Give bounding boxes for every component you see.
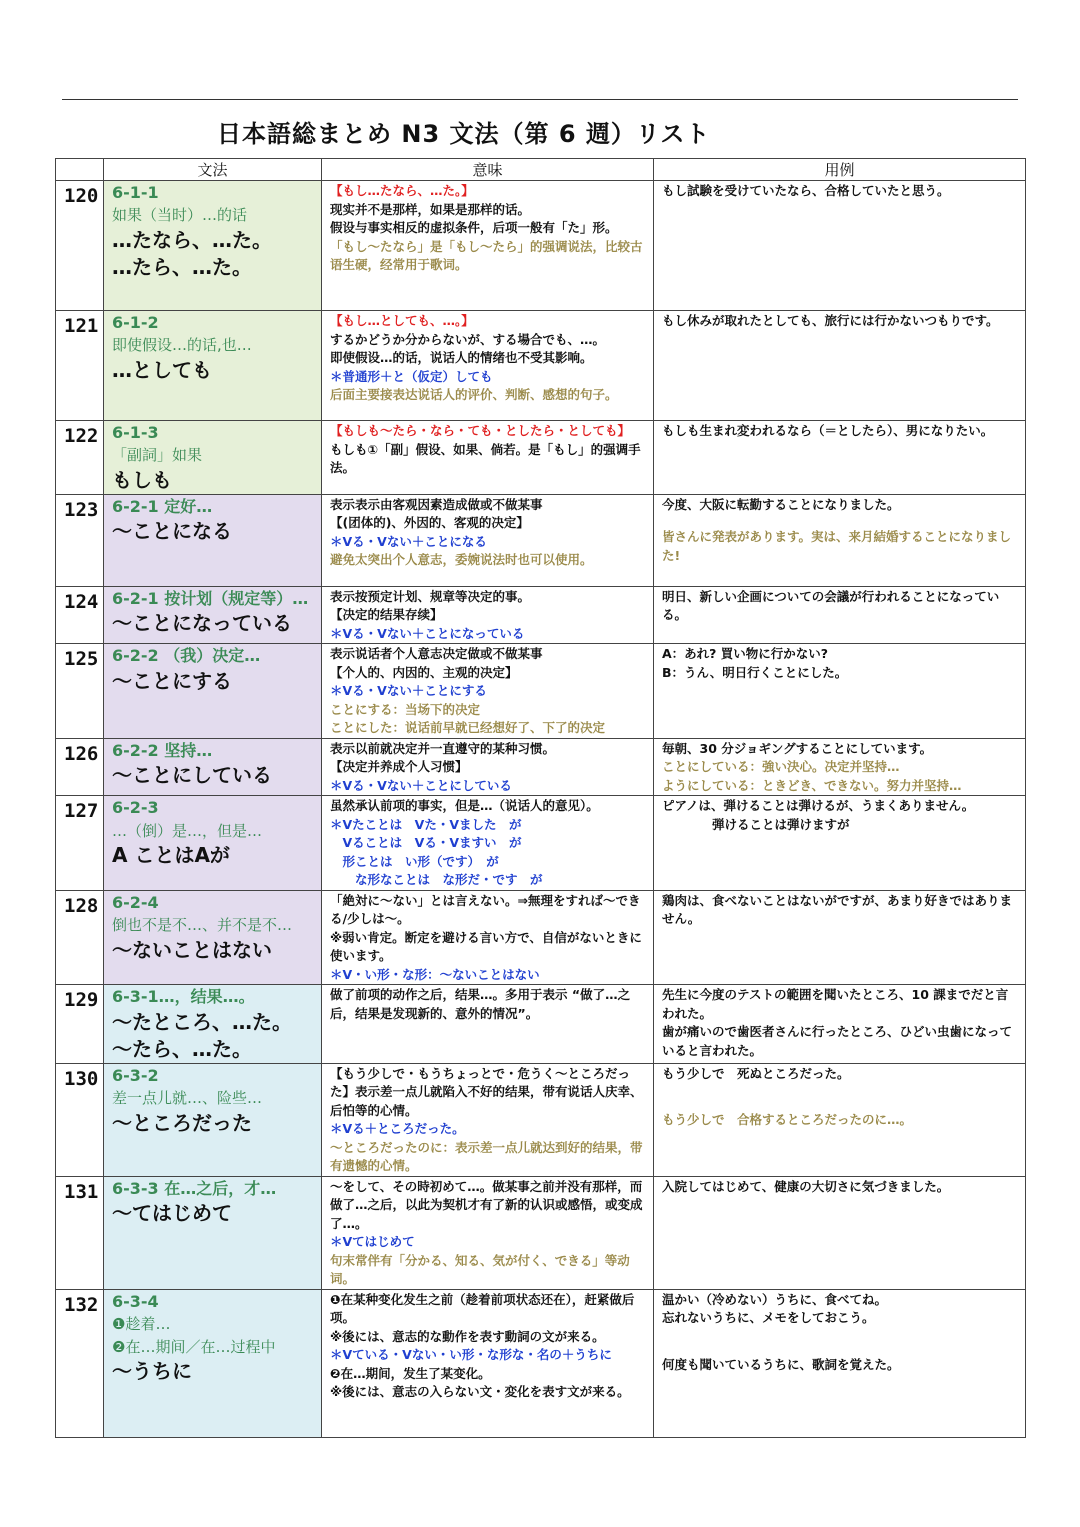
grammar-pattern: 〜ところだった [112, 1110, 252, 1135]
example-line: 明日、新しい企画についての会議が行われることになっている。 [662, 588, 1000, 623]
grammar-pattern: 〜ことになる [112, 519, 232, 544]
meaning-line: ※後には、意志の入らない文・変化を表す文が来る。 [330, 1384, 630, 1400]
meaning-line: 「もし〜たなら」是「もし〜たら」的强调说法，比较古语生硬，经常用于歌词。 [330, 238, 643, 272]
grammar-code: 6-2-4 [112, 892, 159, 912]
meaning-cell [322, 311, 654, 421]
grammar-code: 6-2-1 按计划（规定等）… [112, 588, 309, 608]
grammar-code: 6-2-1 定好… [112, 496, 213, 516]
example-cell [654, 586, 1026, 644]
grammar-pattern: A ことはAが [112, 843, 230, 868]
meaning-cell [322, 644, 654, 739]
meaning-cell [322, 586, 654, 644]
example-line: A：あれ? 買い物に行かない? [662, 646, 829, 662]
meaning-line: ※弱い肯定。断定を避ける言い方で、自信がないときに使います。 [330, 929, 642, 964]
table-row [56, 586, 1026, 644]
example-cell [654, 796, 1026, 891]
grammar-code: 6-3-4 [112, 1291, 159, 1311]
grammar-pattern: もしも [112, 467, 172, 492]
grammar-table [55, 158, 1026, 1438]
table-row [56, 644, 1026, 739]
row-number: 129 [56, 985, 104, 1063]
meaning-line: 【もしも〜たら・なら・ても・としたら・としても】 [330, 423, 631, 438]
grammar-cell [104, 644, 322, 739]
grammar-code: 6-1-1 [112, 183, 159, 202]
grammar-pattern: 〜ことにする [112, 668, 232, 693]
meaning-line: 【决定并养成个人习惯】 [330, 759, 468, 775]
grammar-pattern: …たら、…た。 [112, 254, 252, 279]
table-row [56, 796, 1026, 891]
meaning-line: 表示按预定计划、规章等决定的事。 [330, 588, 531, 604]
grammar-cell [104, 181, 322, 311]
meaning-line: Vることは Vる・Vますい が [330, 835, 522, 851]
example-line: 鶏肉は、食べないことはないがですが、あまり好きではありません。 [662, 892, 1013, 927]
meaning-line: 后面主要接表达说话人的评价、判断、感想的句子。 [330, 387, 618, 402]
meaning-line: 虽然承认前项的事实，但是…（说话人的意见）。 [330, 798, 599, 814]
grammar-code: 6-3-1…，结果…。 [112, 987, 255, 1007]
top-rule [62, 99, 1018, 100]
example-line: もしも生まれ変われるなら（＝としたら）、男になりたい。 [662, 423, 994, 438]
grammar-cell [104, 586, 322, 644]
row-number: 120 [56, 181, 104, 311]
meaning-line: 现实并不是那样，如果是那样的话。 [330, 201, 531, 217]
meaning-line: 【もう少しで・もうちょっとで・危うく〜ところだった】表示差一点儿就陷入不好的结果，带有说话人庆幸、后怕等的心情。 [330, 1065, 643, 1118]
grammar-code: 6-1-2 [112, 313, 159, 332]
meaning-line: 【もし…たなら、…た。】 [330, 183, 474, 198]
grammar-pattern: 〜ことになっている [112, 611, 292, 636]
row-number: 126 [56, 738, 104, 796]
example-line: 先生に今度のテストの範囲を聞いたところ、10 課までだと言われた。 [662, 987, 1009, 1021]
meaning-line: 表示说话者个人意志决定做或不做某事 [330, 646, 543, 662]
grammar-pattern: 〜てはじめて [112, 1201, 232, 1226]
example-cell [654, 494, 1026, 586]
meaning-line: 【もし…としても、…。】 [330, 313, 474, 328]
meaning-line: 〜ところだったのに：表示差一点儿就达到好的结果，带有遗憾的心情。 [330, 1139, 643, 1174]
example-line: 入院してはじめて、健康の大切さに気づきました。 [662, 1178, 950, 1194]
meaning-line: ＊V・い形・な形：〜ないことはない [330, 966, 540, 982]
header-meaning: 意味 [322, 159, 654, 181]
meaning-cell [322, 738, 654, 796]
grammar-code: 6-3-2 [112, 1065, 159, 1085]
meaning-line: 做了前项的动作之后，结果…。多用于表示 “做了…之后，结果是发现新的、意外的情况”。 [330, 987, 631, 1021]
example-line: 今度、大阪に転勤することになりました。 [662, 496, 900, 512]
table-row [56, 421, 1026, 495]
grammar-chinese: 倒也不是不…、并不是不… [112, 916, 293, 935]
example-cell [654, 890, 1026, 985]
table-row [56, 181, 1026, 311]
meaning-line: ❷在…期间，发生了某变化。 [330, 1365, 491, 1381]
table-row [56, 1176, 1026, 1289]
spacer [662, 1328, 1017, 1342]
example-line: ことにしている：強い決心。决定并坚持… [662, 759, 900, 775]
meaning-line: ※後には、意志的な動作を表す動詞の文が来る。 [330, 1328, 605, 1344]
grammar-chinese: 差一点儿就…、险些… [112, 1089, 263, 1108]
row-number: 124 [56, 586, 104, 644]
example-cell [654, 644, 1026, 739]
grammar-cell [104, 1063, 322, 1176]
example-line: もう少しで 死ぬところだった。 [662, 1065, 850, 1081]
row-number: 122 [56, 421, 104, 495]
grammar-pattern: 〜ないことはない [112, 937, 272, 962]
grammar-code: 6-2-3 [112, 798, 159, 818]
table-row [56, 890, 1026, 985]
meaning-cell [322, 494, 654, 586]
meaning-line: ことにする：当场下的决定 [330, 701, 481, 717]
row-number: 130 [56, 1063, 104, 1176]
example-cell [654, 421, 1026, 495]
example-line: 忘れないうちに、メモをしておこう。 [662, 1310, 875, 1326]
grammar-cell [104, 311, 322, 421]
meaning-line: 【(团体的)、外因的、客观的决定】 [330, 515, 529, 531]
row-number: 131 [56, 1176, 104, 1289]
row-number: 123 [56, 494, 104, 586]
row-number: 128 [56, 890, 104, 985]
meaning-cell [322, 985, 654, 1063]
meaning-line: 即使假设…的话，说话人的情绪也不受其影响。 [330, 350, 593, 365]
meaning-line: ＊Vる・Vない＋ことになっている [330, 625, 525, 641]
spacer [662, 514, 1017, 528]
spacer [662, 1097, 1017, 1111]
meaning-line: ＊Vる＋ところだった。 [330, 1121, 465, 1137]
table-row [56, 1063, 1026, 1176]
row-number: 121 [56, 311, 104, 421]
row-number: 125 [56, 644, 104, 739]
grammar-chinese: 「副詞」如果 [112, 446, 203, 465]
grammar-chinese: 如果（当时）…的话 [112, 206, 248, 225]
spacer [662, 1342, 1017, 1356]
example-line: もし試験を受けていたなら、合格していたと思う。 [662, 183, 950, 198]
example-line: 歯が痛いので歯医者さんに行ったところ、ひどい虫歯になっていると言われた。 [662, 1024, 1013, 1058]
meaning-cell [322, 421, 654, 495]
page-title: 日本語総まとめ N3 文法（第 6 週）リスト [217, 120, 711, 148]
grammar-cell [104, 494, 322, 586]
meaning-cell [322, 890, 654, 985]
example-line: もう少しで 合格するところだったのに…。 [662, 1112, 913, 1128]
meaning-line: ＊Vたことは Vた・Vました が [330, 816, 522, 832]
row-number: 132 [56, 1289, 104, 1437]
example-cell [654, 311, 1026, 421]
example-line: 皆さんに発表があります。実は、来月結婚することになりました! [662, 529, 1012, 563]
grammar-chinese: ❶趁着… [112, 1315, 171, 1334]
meaning-line: ＊普通形＋と（仮定）しても [330, 368, 493, 384]
meaning-line: 表示以前就决定并一直遵守的某种习惯。 [330, 740, 556, 756]
example-line: 温かい（冷めない）うちに、食べてね。 [662, 1291, 888, 1307]
example-line: B：うん、明日行くことにした。 [662, 664, 848, 680]
grammar-chinese-2: ❷在…期间／在…过程中 [112, 1337, 276, 1356]
grammar-cell [104, 985, 322, 1063]
example-cell [654, 1289, 1026, 1437]
grammar-chinese: 即使假设…的话,也… [112, 336, 252, 355]
spacer [662, 1083, 1017, 1097]
meaning-line: 形ことは い形（です） が [330, 853, 499, 869]
example-cell [654, 181, 1026, 311]
meaning-line: ＊Vている・Vない・い形・な形な・名の＋うちに [330, 1347, 612, 1363]
example-cell [654, 1176, 1026, 1289]
meaning-line: するかどうか分からないが、する場合でも、…。 [330, 331, 606, 347]
table-row [56, 1289, 1026, 1437]
table-header-row [56, 159, 1026, 181]
meaning-line: 假设与事实相反的虚拟条件，后项一般有「た」形。 [330, 220, 618, 235]
table-row [56, 311, 1026, 421]
example-line: ピアノは、弾けることは弾けるが、うまくありません。 [662, 798, 975, 814]
meaning-line: ＊Vる・Vない＋ことにする [330, 683, 487, 699]
example-line: 毎朝、30 分ジョギングすることにしています。 [662, 740, 933, 756]
grammar-code: 6-3-3 在…之后，才… [112, 1178, 277, 1198]
grammar-code: 6-2-2 坚持… [112, 740, 213, 760]
meaning-line: 表示表示由客观因素造成做或不做某事 [330, 496, 543, 512]
meaning-cell [322, 1289, 654, 1437]
grammar-pattern: …たなら、…た。 [112, 227, 272, 252]
grammar-chinese: …（倒）是…，但是… [112, 821, 263, 840]
example-line: 弾けることは弾けますが [662, 816, 850, 832]
meaning-line: 避免太突出个人意志，委婉说法时也可以使用。 [330, 552, 593, 568]
meaning-line: ❶在某种变化发生之前（趁着前项状态还在），赶紧做后项。 [330, 1291, 635, 1326]
grammar-cell [104, 421, 322, 495]
meaning-line: ＊Vてはじめて [330, 1234, 415, 1250]
grammar-cell [104, 1289, 322, 1437]
example-cell [654, 1063, 1026, 1176]
meaning-line: ＊Vる・Vない＋ことにしている [330, 777, 512, 793]
meaning-line: 〜をして、その時初めて…。做某事之前并没有那样，而做了…之后，以此为契机才有了新的认识或感悟，或变成了…。 [330, 1178, 643, 1231]
meaning-line: 【个人的、内因的、主观的决定】 [330, 664, 518, 680]
meaning-line: もしも①「副」假设、如果、倘若。是「もし」的强调手法。 [330, 441, 641, 475]
example-cell [654, 985, 1026, 1063]
meaning-line: 句末常伴有「分かる、知る、気が付く、できる」等动词。 [330, 1252, 630, 1287]
header-num [56, 159, 104, 181]
grammar-cell [104, 796, 322, 891]
header-grammar: 文法 [104, 159, 322, 181]
table-row [56, 738, 1026, 796]
grammar-pattern: 〜たら、…た。 [112, 1036, 252, 1061]
example-line: ようにしている：ときどき、できない。努力并坚持… [662, 777, 962, 793]
meaning-line: な形なことは な形だ・です が [330, 872, 543, 888]
grammar-pattern: …としても [112, 357, 212, 382]
meaning-line: 【决定的结果存续】 [330, 607, 443, 623]
example-line: 何度も聞いているうちに、歌詞を覚えた。 [662, 1356, 900, 1372]
header-example: 用例 [654, 159, 1026, 181]
table-row [56, 985, 1026, 1063]
row-number: 127 [56, 796, 104, 891]
grammar-pattern: 〜たところ、…た。 [112, 1009, 292, 1034]
meaning-cell [322, 796, 654, 891]
grammar-code: 6-1-3 [112, 423, 159, 442]
meaning-line: ことにした：说话前早就已经想好了、下了的决定 [330, 720, 606, 736]
example-line: もし休みが取れたとしても、旅行には行かないつもりです。 [662, 313, 999, 328]
grammar-pattern: 〜ことにしている [112, 763, 272, 788]
meaning-cell [322, 181, 654, 311]
meaning-line: 「絶対に〜ない」とは言えない。⇒無理をすれば〜できる/少しは〜。 [330, 892, 641, 927]
grammar-code: 6-2-2 （我）决定… [112, 646, 261, 666]
meaning-line: ＊Vる・Vない＋ことになる [330, 533, 487, 549]
grammar-cell [104, 1176, 322, 1289]
grammar-pattern: 〜うちに [112, 1359, 192, 1384]
meaning-cell [322, 1063, 654, 1176]
grammar-cell [104, 890, 322, 985]
example-cell [654, 738, 1026, 796]
table-row [56, 494, 1026, 586]
grammar-cell [104, 738, 322, 796]
meaning-cell [322, 1176, 654, 1289]
